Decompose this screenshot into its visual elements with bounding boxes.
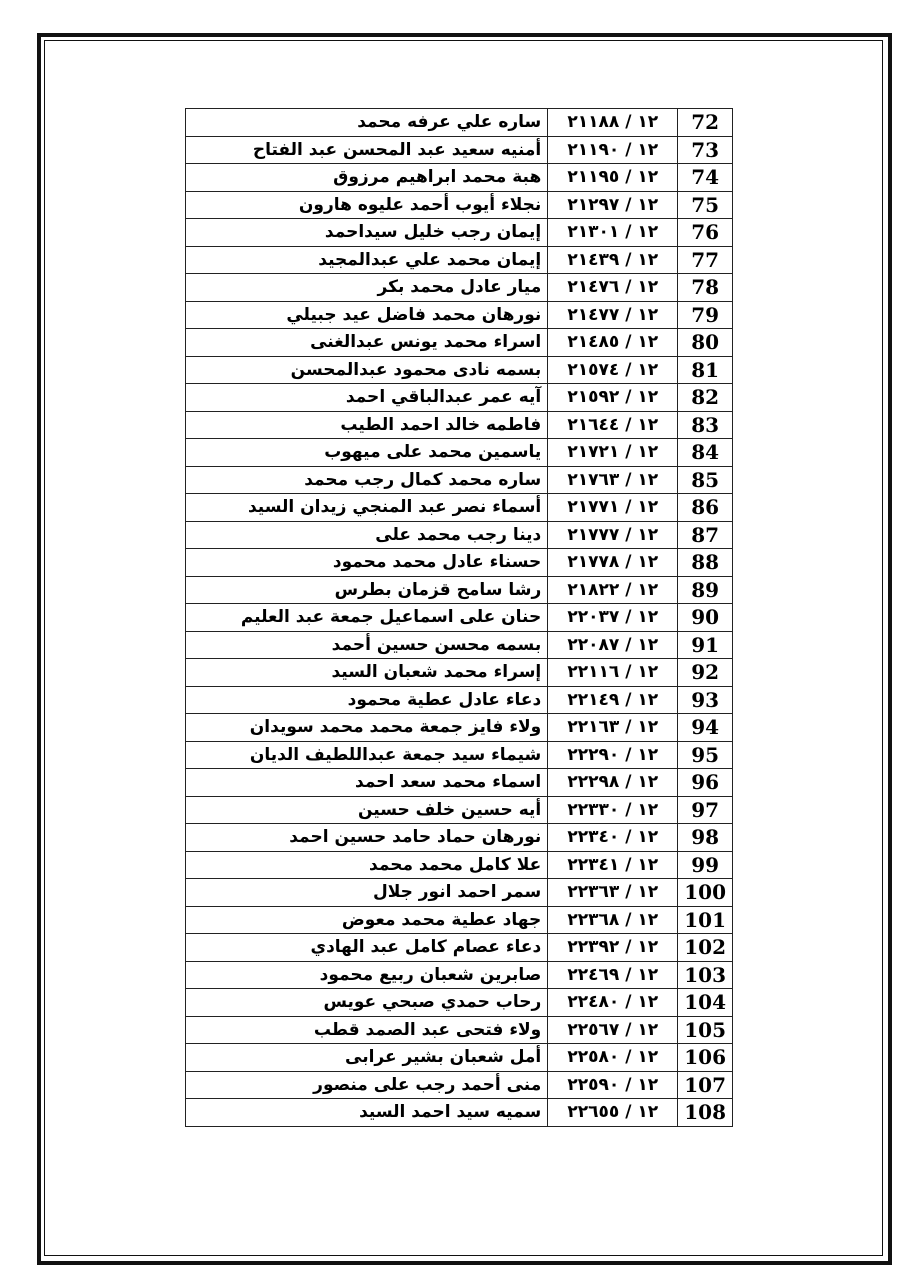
- row-number: 75: [678, 191, 733, 219]
- row-number: 104: [678, 989, 733, 1017]
- row-code: ١٢ / ٢١١٩٠: [548, 136, 678, 164]
- row-number: 98: [678, 824, 733, 852]
- row-name: رحاب حمدي صبحي عويس: [186, 989, 548, 1017]
- row-code: ١٢ / ٢٢٠٨٧: [548, 631, 678, 659]
- table-row: [186, 796, 733, 824]
- table-row: [186, 301, 733, 329]
- row-code: ١٢ / ٢٢٤٨٠: [548, 989, 678, 1017]
- row-name: أسماء نصر عبد المنجي زيدان السيد: [186, 494, 548, 522]
- row-name: سميه سيد احمد السيد: [186, 1099, 548, 1127]
- row-code: ١٢ / ٢٢٣٦٣: [548, 879, 678, 907]
- row-name: فاطمه خالد احمد الطيب: [186, 411, 548, 439]
- row-name: منى أحمد رجب على منصور: [186, 1071, 548, 1099]
- row-number: 91: [678, 631, 733, 659]
- table-row: [186, 274, 733, 302]
- row-code: ١٢ / ٢٢٣٩٢: [548, 934, 678, 962]
- row-code: ١٢ / ٢٢٤٦٩: [548, 961, 678, 989]
- row-code: ١٢ / ٢٢٢٩٠: [548, 741, 678, 769]
- row-code: ١٢ / ٢٢٥٦٧: [548, 1016, 678, 1044]
- table-row: [186, 961, 733, 989]
- row-number: 72: [678, 109, 733, 137]
- table-row: [186, 1099, 733, 1127]
- row-name: حنان على اسماعيل جمعة عبد العليم: [186, 604, 548, 632]
- row-name: ساره علي عرفه محمد: [186, 109, 548, 137]
- table-row: [186, 109, 733, 137]
- row-name: إيمان محمد علي عبدالمجيد: [186, 246, 548, 274]
- row-number: 92: [678, 659, 733, 687]
- row-code: ١٢ / ٢٢٦٥٥: [548, 1099, 678, 1127]
- row-number: 96: [678, 769, 733, 797]
- row-number: 90: [678, 604, 733, 632]
- row-code: ١٢ / ٢٢١١٦: [548, 659, 678, 687]
- table-row: [186, 741, 733, 769]
- table-row: [186, 769, 733, 797]
- row-code: ١٢ / ٢١٢٩٧: [548, 191, 678, 219]
- row-code: ١٢ / ٢١٧٧١: [548, 494, 678, 522]
- row-name: بسمه نادى محمود عبدالمحسن: [186, 356, 548, 384]
- row-name: آيه عمر عبدالباقي احمد: [186, 384, 548, 412]
- row-name: بسمه محسن حسين أحمد: [186, 631, 548, 659]
- row-number: 74: [678, 164, 733, 192]
- row-code: ١٢ / ٢١٧٢١: [548, 439, 678, 467]
- row-code: ١٢ / ٢١٧٦٣: [548, 466, 678, 494]
- row-name: ولاء فايز جمعة محمد محمد سويدان: [186, 714, 548, 742]
- table-row: [186, 824, 733, 852]
- table-row: [186, 604, 733, 632]
- row-name: دينا رجب محمد على: [186, 521, 548, 549]
- table-row: [186, 411, 733, 439]
- row-number: 83: [678, 411, 733, 439]
- row-number: 103: [678, 961, 733, 989]
- row-name: إيمان رجب خليل سيداحمد: [186, 219, 548, 247]
- row-name: اسراء محمد يونس عبدالغنى: [186, 329, 548, 357]
- row-name: دعاء عصام كامل عبد الهادي: [186, 934, 548, 962]
- row-number: 85: [678, 466, 733, 494]
- row-number: 87: [678, 521, 733, 549]
- row-name: ساره محمد كمال رجب محمد: [186, 466, 548, 494]
- row-name: حسناء عادل محمد محمود: [186, 549, 548, 577]
- row-code: ١٢ / ٢١٥٩٢: [548, 384, 678, 412]
- row-number: 93: [678, 686, 733, 714]
- table-row: [186, 549, 733, 577]
- table-row: [186, 521, 733, 549]
- table-row: [186, 714, 733, 742]
- row-name: سمر احمد انور جلال: [186, 879, 548, 907]
- row-number: 88: [678, 549, 733, 577]
- table-row: [186, 466, 733, 494]
- table-row: [186, 219, 733, 247]
- table-row: [186, 686, 733, 714]
- table-row: [186, 329, 733, 357]
- row-number: 107: [678, 1071, 733, 1099]
- row-code: ١٢ / ٢١٤٣٩: [548, 246, 678, 274]
- row-number: 89: [678, 576, 733, 604]
- row-number: 76: [678, 219, 733, 247]
- row-name: دعاء عادل عطية محمود: [186, 686, 548, 714]
- table-row: [186, 246, 733, 274]
- row-number: 105: [678, 1016, 733, 1044]
- row-name: جهاد عطية محمد معوض: [186, 906, 548, 934]
- row-code: ١٢ / ٢١١٨٨: [548, 109, 678, 137]
- row-number: 80: [678, 329, 733, 357]
- row-code: ١٢ / ٢١٤٧٦: [548, 274, 678, 302]
- row-number: 101: [678, 906, 733, 934]
- table-row: [186, 851, 733, 879]
- table-row: [186, 631, 733, 659]
- row-name: شيماء سيد جمعة عبداللطيف الديان: [186, 741, 548, 769]
- row-name: أيه حسين خلف حسين: [186, 796, 548, 824]
- row-number: 78: [678, 274, 733, 302]
- table-row: [186, 906, 733, 934]
- row-number: 86: [678, 494, 733, 522]
- row-name: نورهان حماد حامد حسين احمد: [186, 824, 548, 852]
- table-row: [186, 439, 733, 467]
- row-number: 94: [678, 714, 733, 742]
- row-code: ١٢ / ٢٢٠٣٧: [548, 604, 678, 632]
- row-number: 81: [678, 356, 733, 384]
- table-row: [186, 879, 733, 907]
- row-name: علا كامل محمد محمد: [186, 851, 548, 879]
- table-row: [186, 659, 733, 687]
- row-number: 108: [678, 1099, 733, 1127]
- row-code: ١٢ / ٢٢٥٩٠: [548, 1071, 678, 1099]
- roster-table-body: [186, 109, 733, 1127]
- row-name: ولاء فتحى عبد الصمد قطب: [186, 1016, 548, 1044]
- row-code: ١٢ / ٢١٣٠١: [548, 219, 678, 247]
- table-row: [186, 1044, 733, 1072]
- row-number: 106: [678, 1044, 733, 1072]
- row-number: 95: [678, 741, 733, 769]
- row-name: نجلاء أيوب أحمد عليوه هارون: [186, 191, 548, 219]
- row-code: ١٢ / ٢٢٥٨٠: [548, 1044, 678, 1072]
- table-row: [186, 989, 733, 1017]
- row-number: 102: [678, 934, 733, 962]
- row-number: 84: [678, 439, 733, 467]
- row-name: صابرين شعبان ربيع محمود: [186, 961, 548, 989]
- table-row: [186, 191, 733, 219]
- row-name: رشا سامح قزمان بطرس: [186, 576, 548, 604]
- row-code: ١٢ / ٢٢١٤٩: [548, 686, 678, 714]
- row-code: ١٢ / ٢١٥٧٤: [548, 356, 678, 384]
- row-code: ١٢ / ٢١٧٧٨: [548, 549, 678, 577]
- row-name: اسماء محمد سعد احمد: [186, 769, 548, 797]
- row-name: أمل شعبان بشير عرابى: [186, 1044, 548, 1072]
- row-number: 82: [678, 384, 733, 412]
- row-code: ١٢ / ٢٢٢٩٨: [548, 769, 678, 797]
- row-code: ١٢ / ٢١٦٤٤: [548, 411, 678, 439]
- row-name: نورهان محمد فاضل عيد جبيلي: [186, 301, 548, 329]
- row-code: ١٢ / ٢١٨٢٢: [548, 576, 678, 604]
- row-number: 100: [678, 879, 733, 907]
- row-name: إسراء محمد شعبان السيد: [186, 659, 548, 687]
- table-row: [186, 136, 733, 164]
- table-row: [186, 1016, 733, 1044]
- row-name: ميار عادل محمد بكر: [186, 274, 548, 302]
- row-code: ١٢ / ٢٢٣٣٠: [548, 796, 678, 824]
- row-number: 97: [678, 796, 733, 824]
- row-code: ١٢ / ٢٢٣٤٠: [548, 824, 678, 852]
- row-name: ياسمين محمد على ميهوب: [186, 439, 548, 467]
- row-code: ١٢ / ٢٢٣٤١: [548, 851, 678, 879]
- row-code: ١٢ / ٢٢٣٦٨: [548, 906, 678, 934]
- table-row: [186, 1071, 733, 1099]
- row-number: 73: [678, 136, 733, 164]
- row-name: هبة محمد ابراهيم مرزوق: [186, 164, 548, 192]
- table-row: [186, 576, 733, 604]
- row-number: 79: [678, 301, 733, 329]
- row-code: ١٢ / ٢١٤٨٥: [548, 329, 678, 357]
- table-row: [186, 384, 733, 412]
- row-number: 99: [678, 851, 733, 879]
- row-number: 77: [678, 246, 733, 274]
- row-name: أمنيه سعيد عبد المحسن عبد الفتاح: [186, 136, 548, 164]
- row-code: ١٢ / ٢١٧٧٧: [548, 521, 678, 549]
- row-code: ١٢ / ٢١٤٧٧: [548, 301, 678, 329]
- table-row: [186, 356, 733, 384]
- table-row: [186, 164, 733, 192]
- roster-table: [185, 108, 733, 1127]
- row-code: ١٢ / ٢٢١٦٣: [548, 714, 678, 742]
- table-row: [186, 934, 733, 962]
- row-code: ١٢ / ٢١١٩٥: [548, 164, 678, 192]
- table-row: [186, 494, 733, 522]
